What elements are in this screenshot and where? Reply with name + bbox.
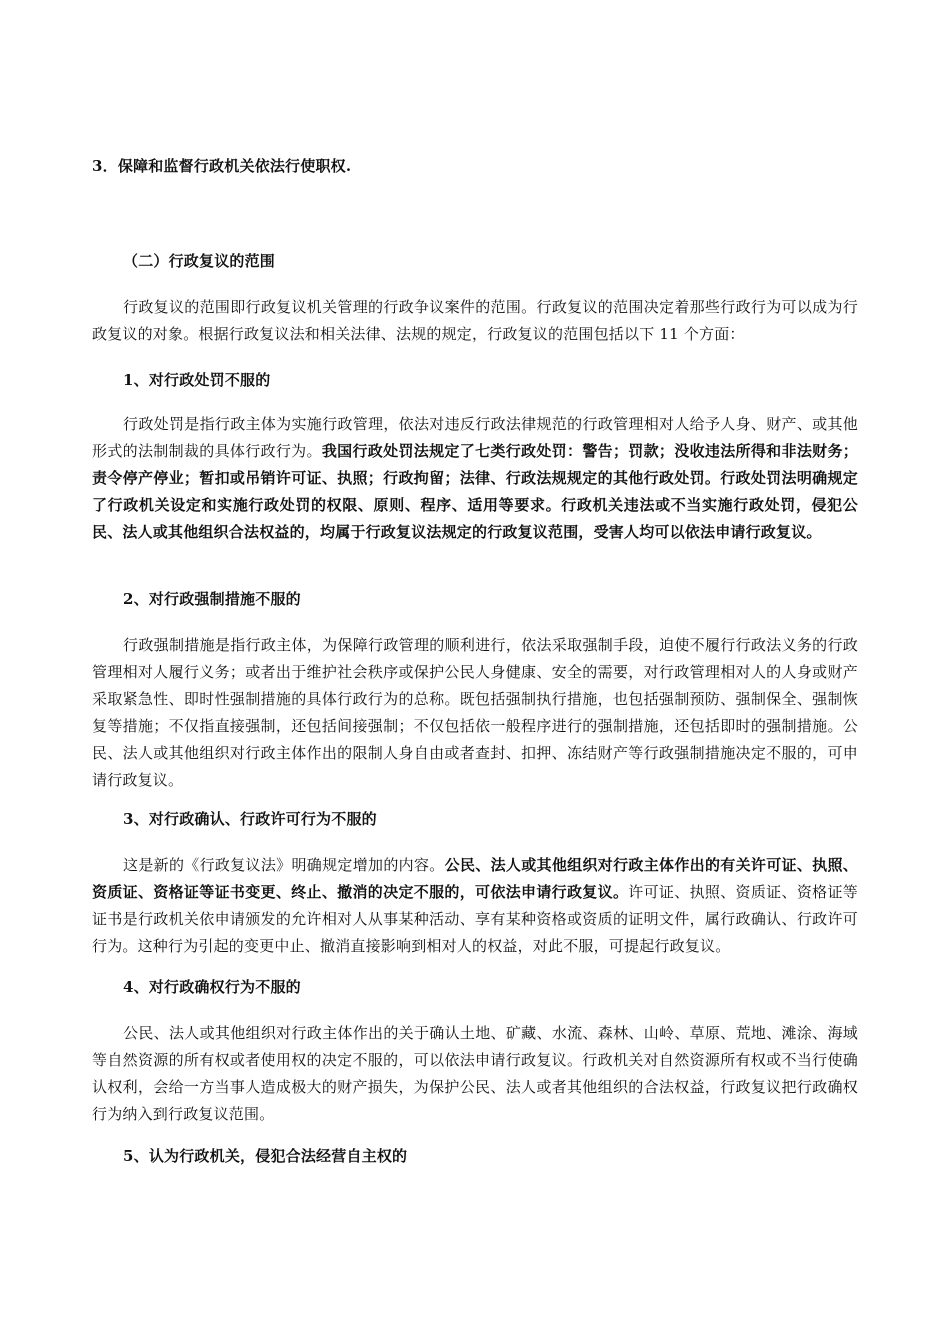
item-4-title: 4、对行政确权行为不服的 — [123, 978, 301, 996]
item-1-title: 1、对行政处罚不服的 — [123, 371, 271, 389]
item-3-title: 3、对行政确认、行政许可行为不服的 — [123, 810, 377, 828]
item-5-title: 5、认为行政机关，侵犯合法经营自主权的 — [123, 1147, 408, 1165]
item-1-text-bold: 我国行政处罚法规定了七类行政处罚：警告；罚款；没收违法所得和非法财务；责令停产停业；暂扣或吊销许可证、执照；行政拘留；法律、行政法规规定的其他行政处罚。行政处罚法明确规定了行政机关设定和实施行政处罚的权限、原则、程序、适用等要求。行政机关违法或不当实施行政处罚，侵犯公民、法人或其他组织合法权益的，均属于行政复议法规定的行政复议范围，受害人均可以依法申请行政复议。 — [92, 442, 858, 541]
item-3-paragraph — [92, 852, 858, 960]
item-4-paragraph: 公民、法人或其他组织对行政主体作出的关于确认土地、矿藏、水流、森林、山岭、草原、荒地、滩涂、海域等自然资源的所有权或者使用权的决定不服的，可以依法申请行政复议。行政机关对自然资源所有权或不当行使确认权利，会给一方当事人造成极大的财产损失，为保护公民、法人或者其他组织的合法权益，行政复议把行政确权行为纳入到行政复议范围。 — [92, 1024, 858, 1123]
intro-paragraph: 行政复议的范围即行政复议机关管理的行政争议案件的范围。行政复议的范围决定着那些行政行为可以成为行政复议的对象。根据行政复议法和相关法律、法规的规定，行政复议的范围包括以下 11 个方面： — [92, 298, 858, 343]
section-2-title: （二）行政复议的范围 — [123, 252, 276, 270]
item-2-paragraph: 行政强制措施是指行政主体，为保障行政管理的顺利进行，依法采取强制手段，迫使不履行行政法义务的行政管理相对人履行义务；或者出于维护社会秩序或保护公民人身健康、安全的需要，对行政管理相对人的人身或财产采取紧急性、即时性强制措施的具体行政行为的总称。既包括强制执行措施，也包括强制预防、强制保全、强制恢复等措施；不仅指直接强制，还包括间接强制；不仅包括依一般程序进行的强制措施，还包括即时的强制措施。公民、法人或其他组织对行政主体作出的限制人身自由或者查封、扣押、冻结财产等行政强制措施决定不服的，可申请行政复议。 — [92, 636, 858, 789]
item-3-purpose-line: 3．保障和监督行政机关依法行使职权. — [92, 157, 352, 175]
item-3-text-plain-2: 许可证、执照、资质证、资格证等证书是行政机关依申请颁发的允许相对人从事某种活动、享有某种资格或资质的证明文件，属行政确认、行政许可行为。这种行为引起的变更中止、撤消直接影响到相对人的权益，对此不服，可提起行政复议。 — [92, 883, 858, 955]
item-2-title: 2、对行政强制措施不服的 — [123, 590, 301, 608]
item-3-text-plain-1: 这是新的《行政复议法》明确规定增加的内容。 — [123, 856, 445, 874]
item-3-text-bold: 公民、法人或其他组织对行政主体作出的有关许可证、执照、资质证、资格证等证书变更、终止、撤消的决定不服的，可依法申请行政复议。 — [92, 856, 859, 901]
item-1-paragraph — [92, 411, 858, 546]
item-1-text-plain: 行政处罚是指行政主体为实施行政管理，依法对违反行政法律规范的行政管理相对人给予人身、财产、或其他形式的法制制裁的具体行政行为。 — [92, 415, 858, 460]
